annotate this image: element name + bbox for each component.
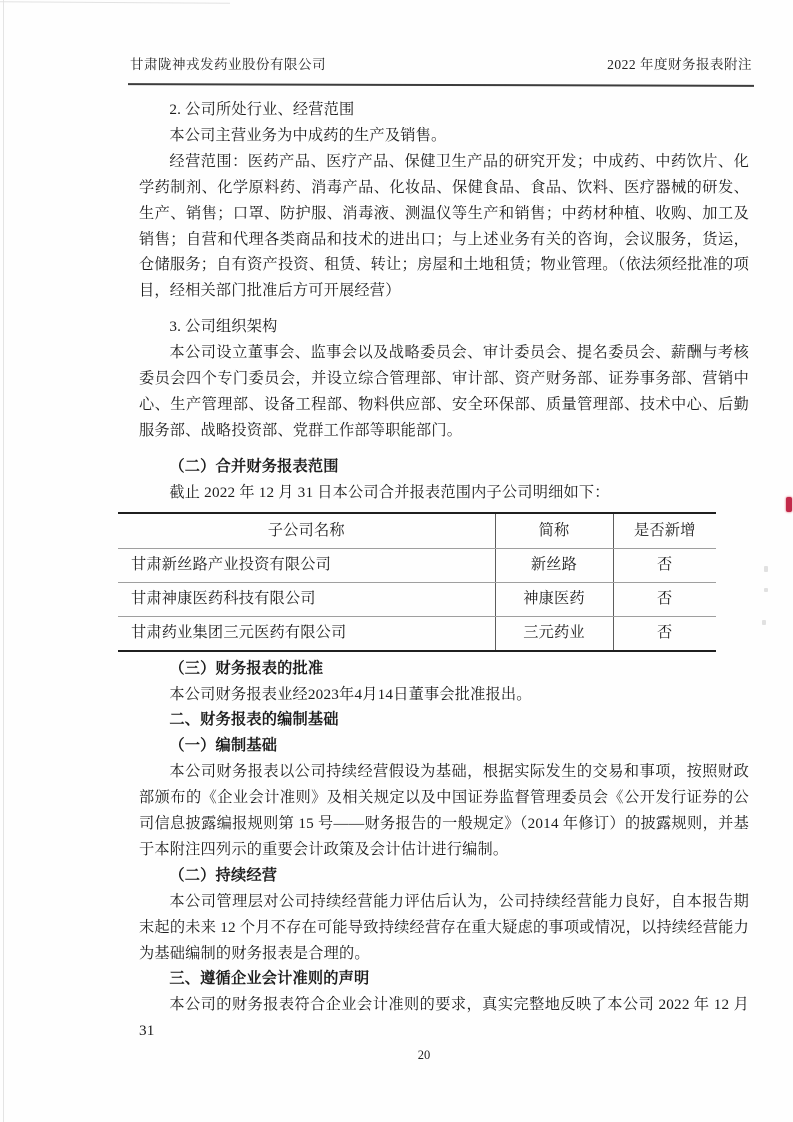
header-doc-title: 2022 年度财务报表附注 bbox=[607, 57, 752, 72]
paragraph-business-scope: 经营范围：医药产品、医疗产品、保健卫生产品的研究开发；中成药、中药饮片、化学药制剂、化学原料药、消毒产品、化妆品、保健食品、食品、饮料、医疗器械的研发、生产、销售；口罩、防护服、消毒液、测温仪等生产和销售；中药材种植、收购、加工及销售；自营和代理各类商品和技术的进出口；与上述业务有关的咨询，会议服务，货运，仓储服务；自有资产投资、租赁、转让；房屋和土地租赁；物业管理。（依法须经批准的项目，经相关部门批准后方可开展经营） bbox=[139, 152, 749, 300]
heading-consolidation-scope: （二）合并财务报表范围 bbox=[169, 457, 339, 475]
cell-subsidiary-name: 甘肃药业集团三元医药有限公司 bbox=[131, 624, 347, 642]
heading-preparation-part: 二、财务报表的编制基础 bbox=[169, 711, 339, 729]
column-header-subsidiary-name: 子公司名称 bbox=[118, 513, 495, 549]
table-row bbox=[118, 548, 716, 582]
paragraph-preparation-basis: 本公司财务报表以公司持续经营假设为基础，根据实际发生的交易和事项，按照财政部颁布的《企业会计准则》及相关规定以及中国证券监督管理委员会《公开发行证券的公司信息披露编报规则第 15 号——财务报告的一般规定》（2014 年修订）的披露规则，并基于本附注四列示的重要会计政策及会计估计进行编制。 bbox=[139, 763, 749, 858]
cell-short-name: 三元药业 bbox=[495, 616, 613, 651]
scan-edge-line bbox=[3, 0, 4, 1122]
table-row bbox=[118, 582, 716, 616]
cell-newly-added: 否 bbox=[613, 548, 716, 582]
scan-edge-line-top bbox=[0, 1, 230, 4]
table-header-row bbox=[118, 513, 716, 549]
header-company-name: 甘肃陇神戎发药业股份有限公司 bbox=[130, 57, 326, 72]
header-divider bbox=[128, 83, 754, 87]
heading-going-concern: （二）持续经营 bbox=[169, 866, 278, 884]
paragraph-compliance-statement: 本公司的财务报表符合企业会计准则的要求，真实完整地反映了本公司 2022 年 12 月 31 bbox=[139, 996, 749, 1040]
scan-artifact-speck bbox=[762, 620, 766, 625]
cell-short-name: 神康医药 bbox=[495, 582, 613, 616]
paragraph-main-business: 本公司主营业务为中成药的生产及销售。 bbox=[169, 126, 447, 144]
cell-newly-added: 否 bbox=[613, 582, 716, 616]
table-row bbox=[118, 616, 716, 651]
paragraph-organization: 本公司设立董事会、监事会以及战略委员会、审计委员会、提名委员会、薪酬与考核委员会四个专门委员会，并设立综合管理部、审计部、资产财务部、证券事务部、营销中心、生产管理部、设备工程部、物料供应部、安全环保部、质量管理部、技术中心、后勤服务部、战略投资部、党群工作部等职能部门。 bbox=[139, 344, 749, 439]
document-body bbox=[131, 97, 749, 1044]
cell-subsidiary-name: 甘肃神康医药科技有限公司 bbox=[118, 582, 495, 616]
paragraph-going-concern: 本公司管理层对公司持续经营能力评估后认为，公司持续经营能力良好，自本报告期末起的未来 12 个月不存在可能导致持续经营存在重大疑虑的事项或情况，以持续经营能力为基础编制的财务报表是合理的。 bbox=[139, 892, 749, 962]
page-number: 20 bbox=[417, 1048, 431, 1062]
cell-newly-added: 否 bbox=[613, 616, 716, 651]
column-header-newly-added: 是否新增 bbox=[613, 513, 716, 549]
heading-preparation-basis: （一）编制基础 bbox=[169, 737, 278, 755]
heading-compliance-statement: 三、遵循企业会计准则的声明 bbox=[169, 970, 370, 988]
scan-artifact-speck bbox=[764, 566, 768, 572]
page-header bbox=[130, 53, 752, 73]
paragraph-consolidation-intro: 截止 2022 年 12 月 31 日本公司合并报表范围内子公司明细如下： bbox=[169, 483, 610, 501]
paragraph-statements-approval: 本公司财务报表业经2023年4月14日董事会批准报出。 bbox=[169, 685, 532, 703]
heading-industry-scope: 2. 公司所处行业、经营范围 bbox=[169, 101, 355, 118]
subsidiaries-table bbox=[118, 512, 716, 652]
heading-organization: 3. 公司组织架构 bbox=[169, 318, 278, 336]
scan-artifact-red-mark bbox=[786, 497, 792, 512]
cell-subsidiary-name: 甘肃新丝路产业投资有限公司 bbox=[118, 548, 495, 582]
heading-statements-approval: （三）财务报表的批准 bbox=[169, 659, 324, 677]
cell-short-name: 新丝路 bbox=[495, 548, 613, 582]
column-header-short-name: 简称 bbox=[495, 513, 613, 549]
scan-artifact-speck bbox=[764, 588, 768, 592]
